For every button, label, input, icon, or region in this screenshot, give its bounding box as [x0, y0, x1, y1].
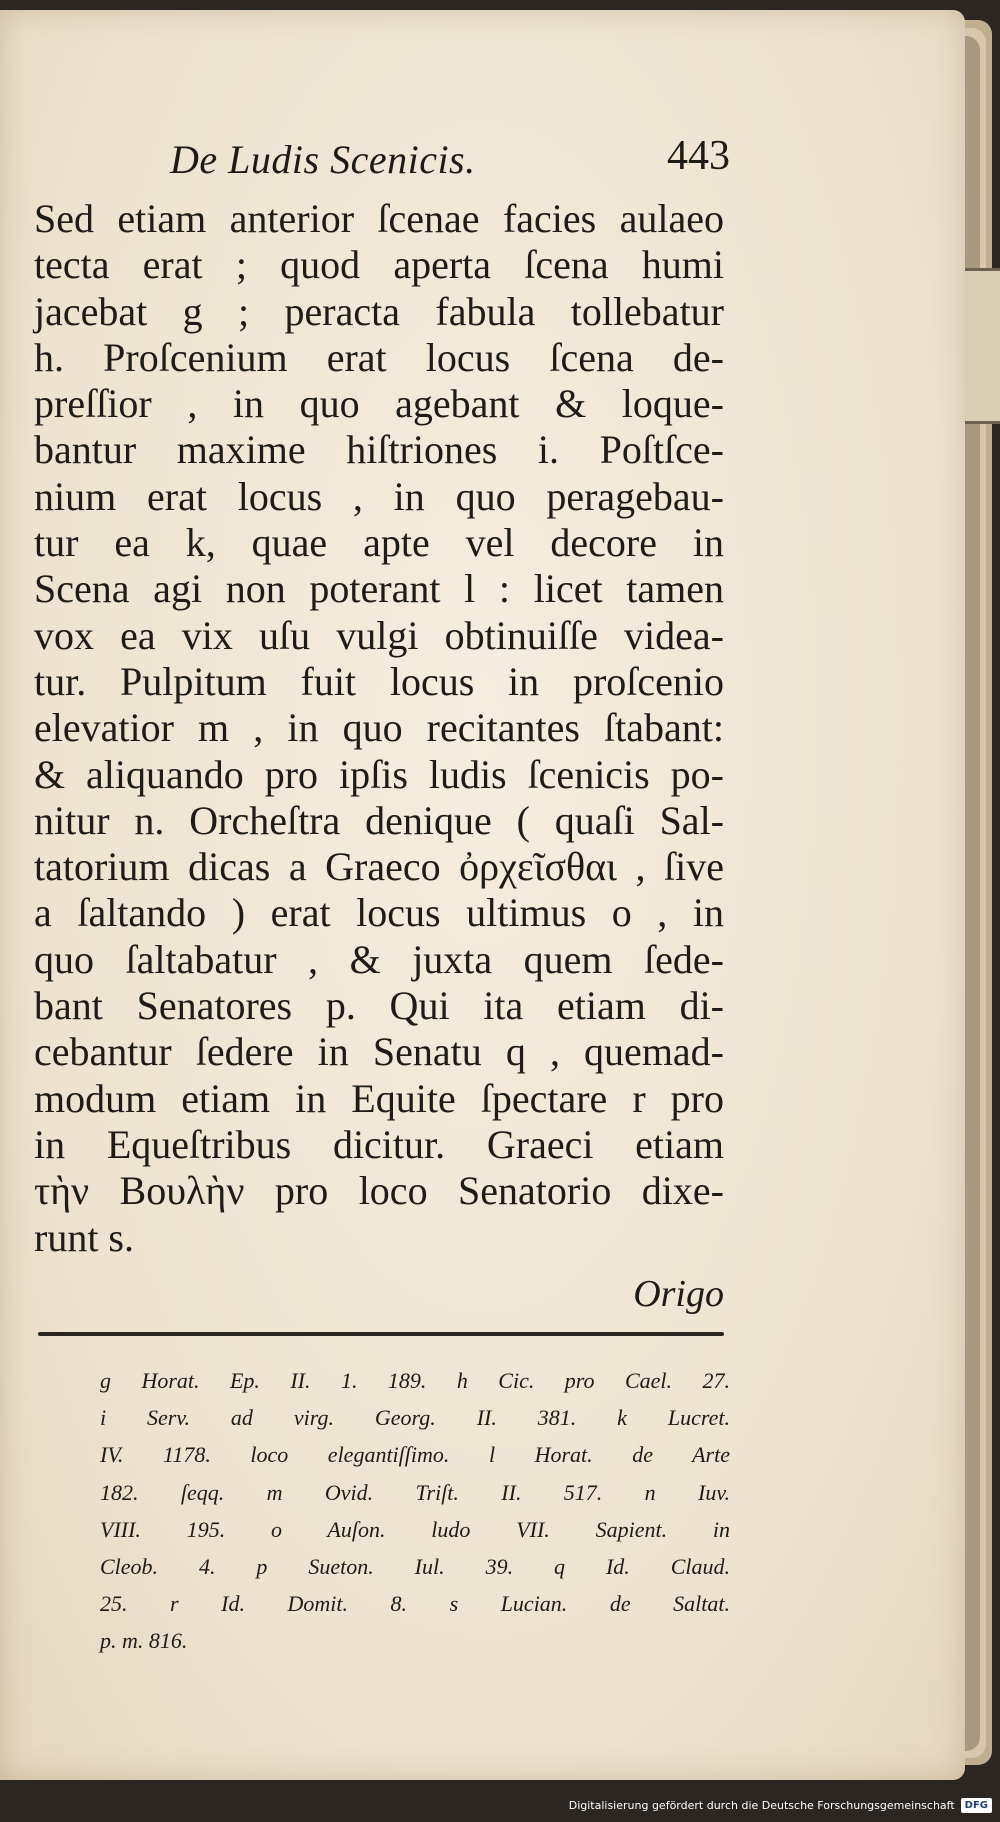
text-line: bantur maxime hiſtriones i. Poſtſce-	[34, 427, 724, 473]
footnote-line: i Serv. ad virg. Georg. II. 381. k Lucret.	[100, 1405, 730, 1431]
text-line: h. Proſcenium erat locus ſcena de-	[34, 334, 724, 380]
text-line: Scena agi non poterant l : licet tamen	[34, 566, 724, 612]
text-line: tur ea k, quae apte vel decore in	[34, 520, 724, 566]
text-line: elevatior m , in quo recitantes ſtabant:	[34, 705, 724, 751]
text-line: tatorium dicas a Graeco ὀρχεῖσθαι , ſive	[34, 844, 724, 890]
text-line: preſſior , in quo agebant & loque-	[34, 381, 724, 427]
text-line: & aliquando pro ipſis ludis ſcenicis po-	[34, 751, 724, 797]
footnote-line: VIII. 195. o Auſon. ludo VII. Sapient. in	[100, 1516, 730, 1542]
text-line: runt s.	[34, 1214, 134, 1260]
text-line: tur. Pulpitum fuit locus in proſcenio	[34, 658, 724, 704]
text-line: tecta erat ; quod aperta ſcena humi	[34, 242, 724, 288]
footnote-line: 25. r Id. Domit. 8. s Lucian. de Saltat.	[100, 1591, 730, 1617]
page-header	[170, 128, 730, 188]
text-line: jacebat g ; peracta fabula tollebatur	[34, 288, 724, 334]
footnote-line: p. m. 816.	[100, 1628, 188, 1654]
text-line: quo ſaltabatur , & juxta quem ſede-	[34, 936, 724, 982]
text-line: in Equeſtribus dicitur. Graeci etiam	[34, 1121, 724, 1167]
text-line: bant Senatores p. Qui ita etiam di-	[34, 983, 724, 1029]
footnotes	[100, 1362, 730, 1660]
text-line: a ſaltando ) erat locus ultimus o , in	[34, 890, 724, 936]
text-line: modum etiam in Equite ſpectare r pro	[34, 1075, 724, 1121]
book-page	[0, 10, 965, 1780]
footnote-line: 182. ſeqq. m Ovid. Triſt. II. 517. n Iuv.	[100, 1479, 730, 1505]
text-line: vox ea vix uſu vulgi obtinuiſſe videa-	[34, 612, 724, 658]
text-line: Sed etiam anterior ſcenae facies aulaeo	[34, 196, 724, 241]
text-line: cebantur ſedere in Senatu q , quemad-	[34, 1029, 724, 1075]
credit-text: Digitalisierung gefördert durch die Deutsche Forschungsgemeinschaft	[568, 1798, 955, 1812]
body-text	[34, 196, 724, 1261]
catchword: Origo	[633, 1273, 724, 1315]
text-line: nitur n. Orcheſtra denique ( quaſi Sal-	[34, 797, 724, 843]
page-number: 443	[667, 133, 730, 179]
footnote-line: Cleob. 4. p Sueton. Iul. 39. q Id. Claud.	[100, 1553, 730, 1579]
footnote-rule	[38, 1332, 724, 1336]
footnote-line: g Horat. Ep. II. 1. 189. h Cic. pro Cael. 27.	[100, 1368, 730, 1393]
footnote-line: IV. 1178. loco elegantiſſimo. l Horat. de Arte	[100, 1442, 730, 1468]
running-title: De Ludis Scenicis.	[170, 137, 476, 182]
text-line: nium erat locus , in quo peragebau-	[34, 473, 724, 519]
dfg-logo: DFG	[961, 1798, 992, 1813]
text-line: τὴν Βουλὴν pro loco Senatorio dixe-	[34, 1168, 724, 1214]
digitization-credit	[569, 1794, 992, 1816]
